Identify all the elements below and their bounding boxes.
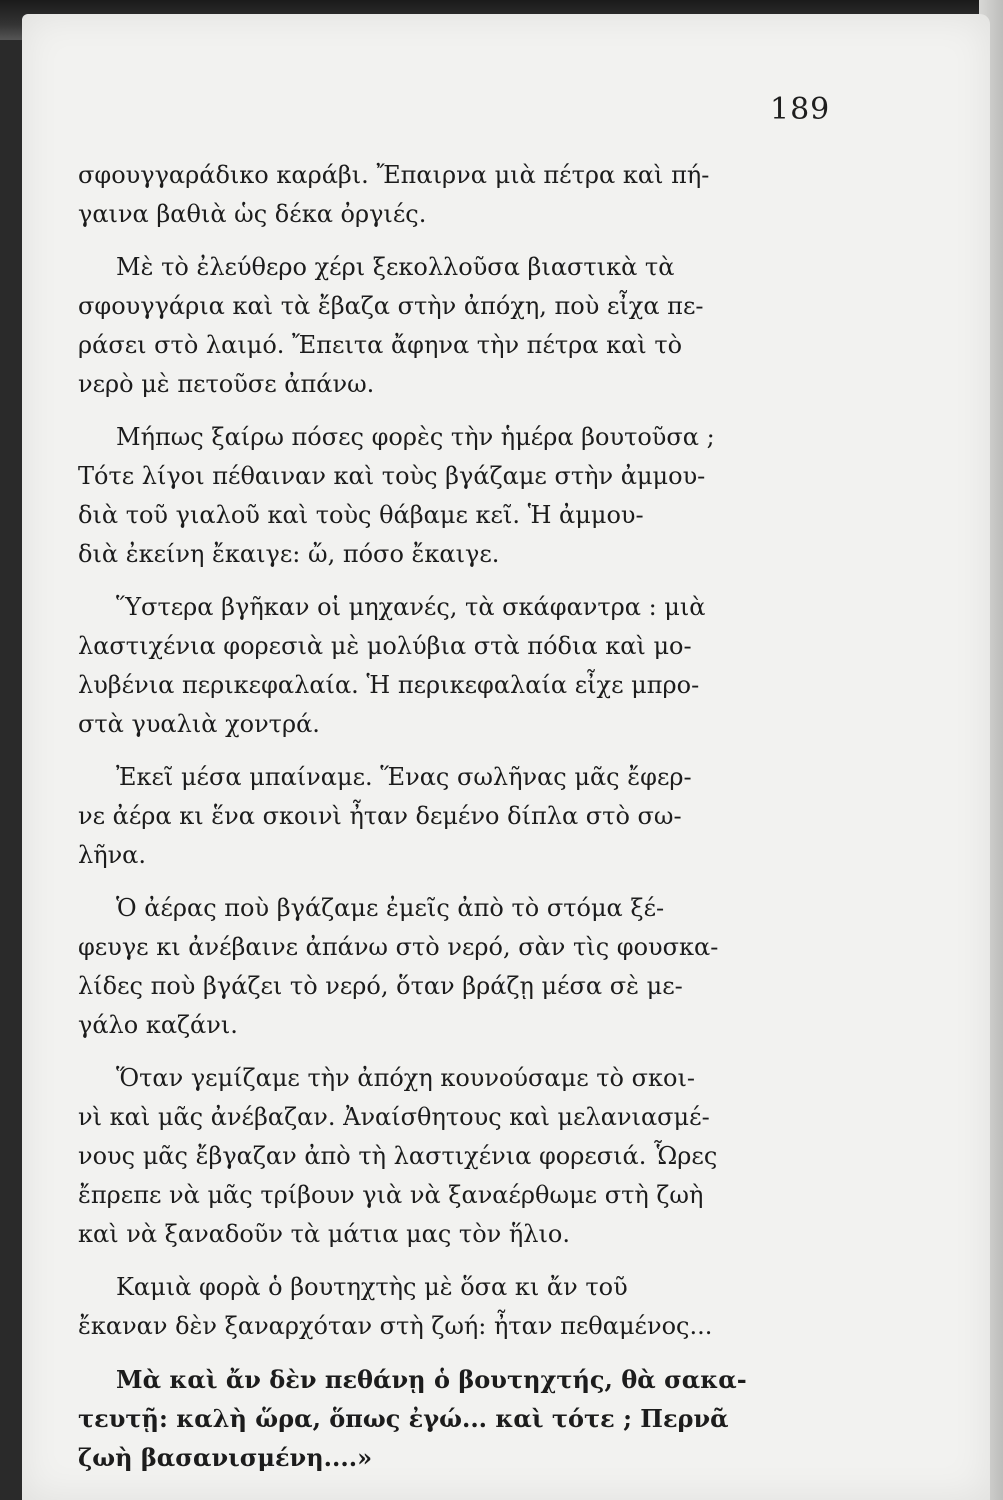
text-line: φευγε κι ἀνέβαινε ἀπάνω στὸ νερό, σὰν τὶς φουσκα- bbox=[78, 933, 719, 961]
page-number: 189 bbox=[770, 92, 831, 127]
paragraph-2 bbox=[78, 248, 878, 404]
text-line: γάλο καζάνι. bbox=[78, 1011, 238, 1039]
text-line: γαινα βαθιὰ ὡς δέκα ὀργιές. bbox=[78, 200, 427, 228]
text-line: νους μᾶς ἔβγαζαν ἀπὸ τὴ λαστιχένια φορεσιά. Ὧρες bbox=[78, 1142, 718, 1170]
body-text bbox=[78, 156, 878, 1491]
paragraph-5 bbox=[78, 758, 878, 875]
text-line: λαστιχένια φορεσιὰ μὲ μολύβια στὰ πόδια καὶ μο- bbox=[78, 632, 692, 660]
text-line: στὰ γυαλιὰ χοντρά. bbox=[78, 710, 320, 738]
text-line: νὶ καὶ μᾶς ἀνέβαζαν. Ἀναίσθητους καὶ μελανιασμέ- bbox=[78, 1103, 710, 1131]
book-page bbox=[22, 14, 990, 1500]
text-line: Ὅταν γεμίζαμε τὴν ἀπόχη κουνούσαμε τὸ σκοι- bbox=[116, 1064, 695, 1092]
text-line: ζωὴ βασανισμένη....» bbox=[78, 1443, 373, 1472]
paragraph-6 bbox=[78, 889, 878, 1045]
text-line: Ὁ ἀέρας ποὺ βγάζαμε ἐμεῖς ἀπὸ τὸ στόμα ξέ- bbox=[116, 894, 665, 922]
text-line: Ἐκεῖ μέσα μπαίναμε. Ἕνας σωλῆνας μᾶς ἔφερ- bbox=[116, 763, 692, 791]
text-line: σφουγγάρια καὶ τὰ ἔβαζα στὴν ἀπόχη, ποὺ εἶχα πε- bbox=[78, 292, 704, 320]
paragraph-1 bbox=[78, 156, 878, 234]
paragraph-4 bbox=[78, 588, 878, 744]
text-line: ράσει στὸ λαιμό. Ἔπειτα ἄφηνα τὴν πέτρα καὶ τὸ bbox=[78, 331, 683, 359]
paragraph-7 bbox=[78, 1059, 878, 1254]
text-line: λῆνα. bbox=[78, 841, 147, 869]
text-line: Τότε λίγοι πέθαιναν καὶ τοὺς βγάζαμε στὴν ἀμμου- bbox=[78, 462, 706, 490]
text-line: ἔκαναν δὲν ξαναρχόταν στὴ ζωή: ἦταν πεθαμένος... bbox=[78, 1312, 713, 1340]
text-line: Καμιὰ φορὰ ὁ βουτηχτὴς μὲ ὅσα κι ἄν τοῦ bbox=[116, 1273, 628, 1301]
text-line: διὰ τοῦ γιαλοῦ καὶ τοὺς θάβαμε κεῖ. Ἡ ἀμμου- bbox=[78, 501, 644, 529]
text-line: νε ἀέρα κι ἕνα σκοινὶ ἦταν δεμένο δίπλα στὸ σω- bbox=[78, 802, 682, 830]
paragraph-8 bbox=[78, 1268, 878, 1346]
text-line: ἔπρεπε νὰ μᾶς τρίβουν γιὰ νὰ ξαναέρθωμε στὴ ζωὴ bbox=[78, 1181, 704, 1209]
text-line: διὰ ἐκείνη ἔκαιγε: ὤ, πόσο ἔκαιγε. bbox=[78, 540, 500, 568]
paragraph-3 bbox=[78, 418, 878, 574]
text-line: νερὸ μὲ πετοῦσε ἀπάνω. bbox=[78, 370, 375, 398]
text-line: Ὕστερα βγῆκαν οἱ μηχανές, τὰ σκάφαντρα : μιὰ bbox=[116, 593, 706, 621]
text-line: τευτῇ: καλὴ ὥρα, ὅπως ἐγώ... καὶ τότε ; Περνᾶ bbox=[78, 1404, 729, 1433]
paragraph-9 bbox=[78, 1360, 878, 1477]
text-line: λίδες ποὺ βγάζει τὸ νερό, ὅταν βράζῃ μέσα σὲ με- bbox=[78, 972, 683, 1000]
text-line: λυβένια περικεφαλαία. Ἡ περικεφαλαία εἶχε μπρο- bbox=[78, 671, 700, 699]
text-line: καὶ νὰ ξαναδοῦν τὰ μάτια μας τὸν ἥλιο. bbox=[78, 1220, 570, 1248]
text-line: σφουγγαράδικο καράβι. Ἔπαιρνα μιὰ πέτρα καὶ πή- bbox=[78, 161, 710, 189]
text-line: Μήπως ξαίρω πόσες φορὲς τὴν ἡμέρα βουτοῦσα ; bbox=[116, 423, 715, 451]
text-line: Μὲ τὸ ἐλεύθερο χέρι ξεκολλοῦσα βιαστικὰ τὰ bbox=[116, 253, 675, 281]
text-line: Μὰ καὶ ἄν δὲν πεθάνῃ ὁ βουτηχτής, θὰ σακα- bbox=[116, 1365, 747, 1394]
